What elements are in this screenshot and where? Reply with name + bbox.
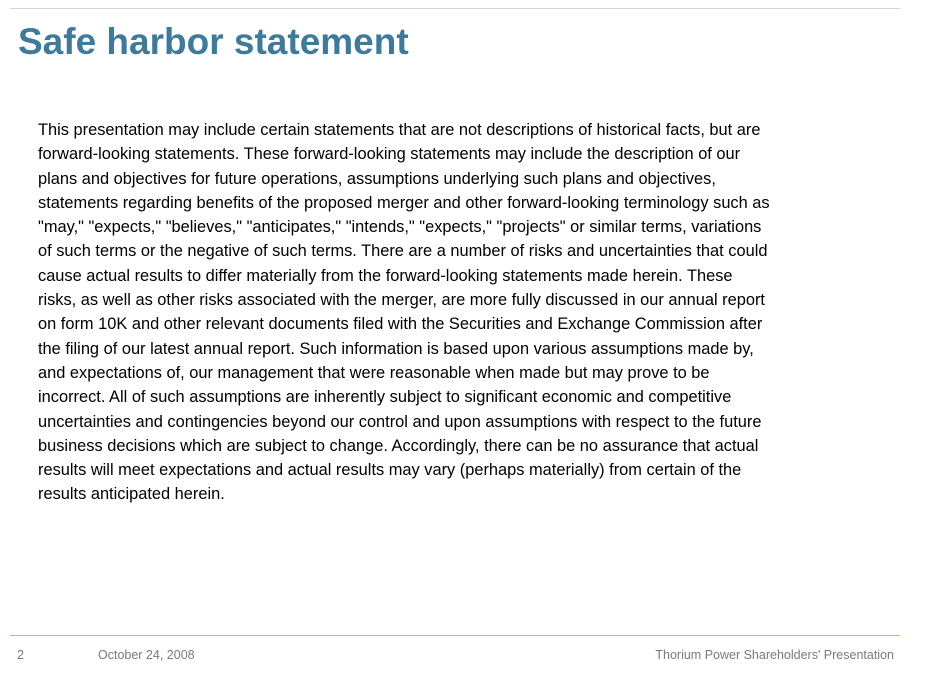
body-line: and expectations of, our management that were reasonable when made but may prove to be	[38, 363, 710, 382]
body-line: uncertainties and contingencies beyond our control and upon assumptions with respect to the future	[38, 412, 762, 431]
body-line: business decisions which are subject to change. Accordingly, there can be no assurance that actual	[38, 436, 759, 455]
body-line: results will meet expectations and actual results may vary (perhaps materially) from certain of the	[38, 461, 742, 480]
body-line: incorrect. All of such assumptions are inherently subject to significant economic and competitive	[38, 388, 732, 407]
body-line: This presentation may include certain statements that are not descriptions of historical facts, but are	[38, 121, 761, 139]
header-divider	[10, 8, 900, 9]
body-line: on form 10K and other relevant documents filed with the Securities and Exchange Commission after	[38, 315, 763, 334]
body-line: "may," "expects," "believes," "anticipates," "intends," "expects," "projects" or similar terms, variations	[38, 218, 762, 237]
page-number: 2	[17, 648, 24, 662]
body-line: statements regarding benefits of the proposed merger and other forward-looking terminology such as	[38, 193, 770, 212]
body-line: forward-looking statements. These forward-looking statements may include the description of our	[38, 145, 741, 164]
safe-harbor-body	[38, 118, 898, 507]
body-line: cause actual results to differ materially from the forward-looking statements made herein. These	[38, 266, 733, 285]
body-line: risks, as well as other risks associated with the merger, are more fully discussed in our annual report	[38, 291, 765, 310]
slide-title: Safe harbor statement	[18, 21, 409, 62]
body-line: plans and objectives for future operations, assumptions underlying such plans and objectives,	[38, 169, 716, 188]
footer-divider	[10, 635, 900, 636]
body-line: the filing of our latest annual report. Such information is based upon various assumptions made by,	[38, 339, 754, 358]
body-line: of such terms or the negative of such terms. There are a number of risks and uncertainties that could	[38, 242, 768, 261]
footer-date: October 24, 2008	[98, 648, 195, 662]
body-line: results anticipated herein.	[38, 485, 225, 504]
footer-presentation-title: Thorium Power Shareholders' Presentation	[655, 648, 894, 662]
